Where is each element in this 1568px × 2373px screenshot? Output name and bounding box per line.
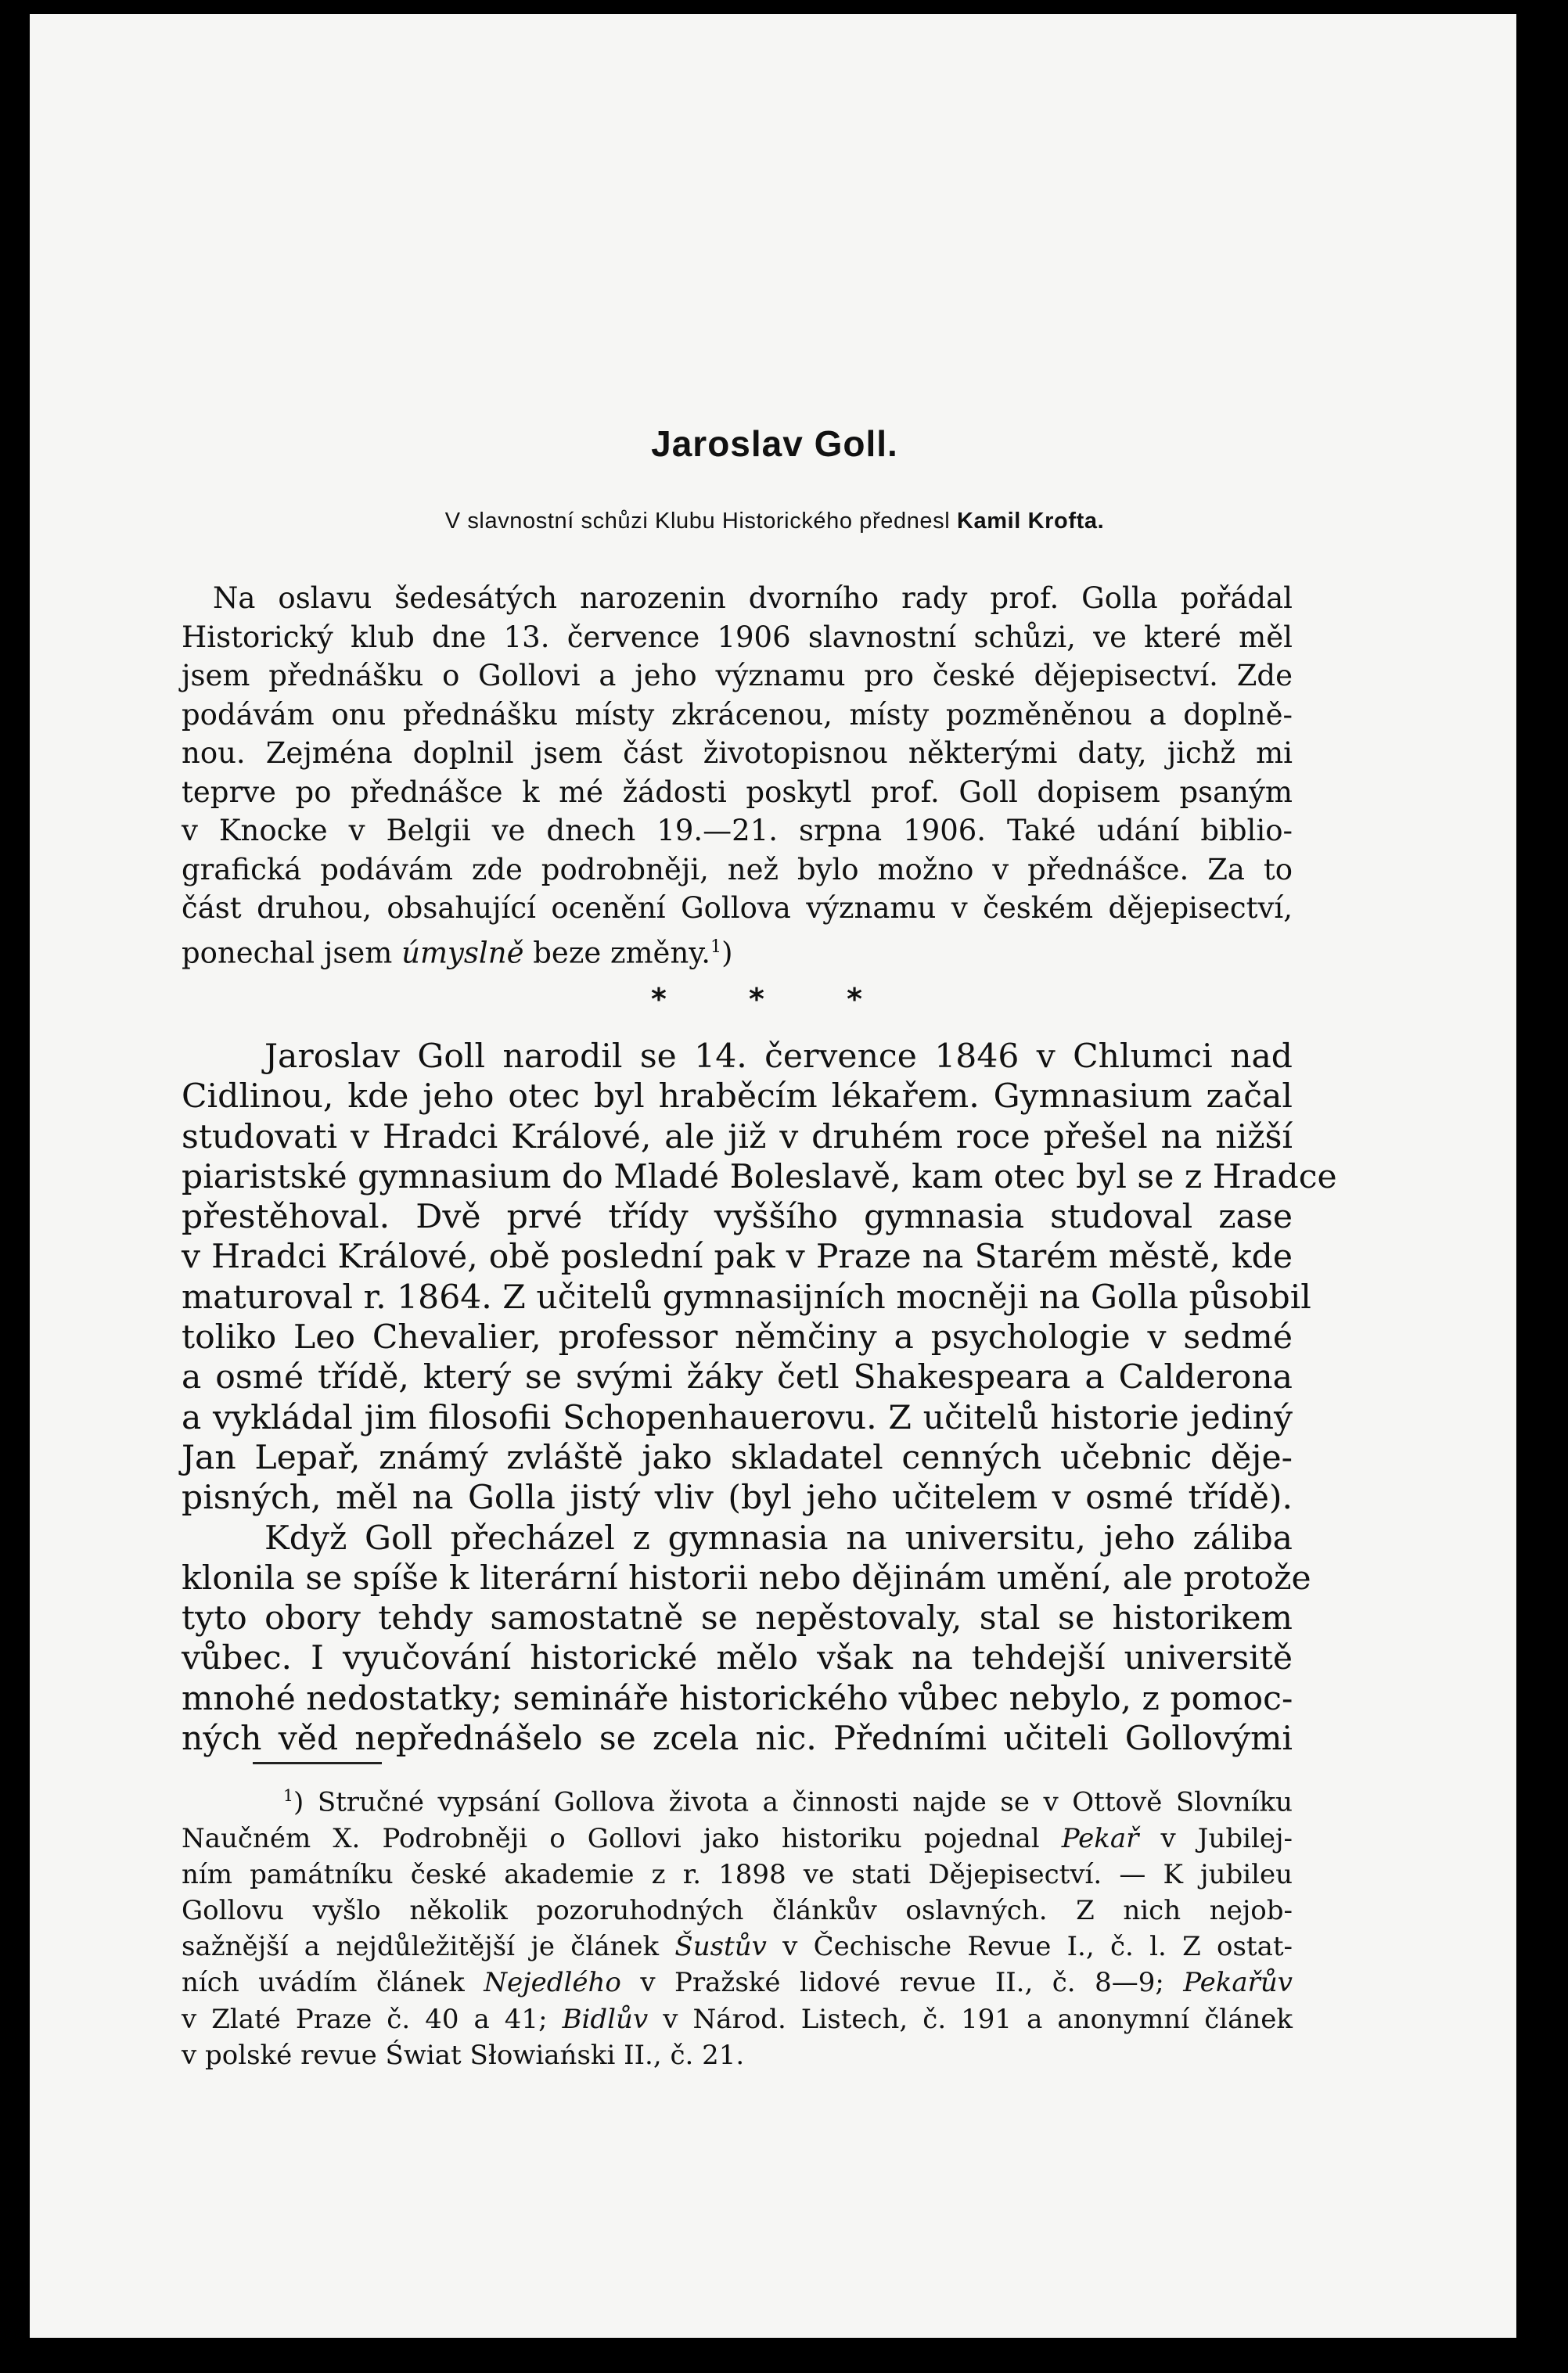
text-fragment: ních uvádím článek <box>182 1967 484 1999</box>
emphasis: Nejedlého <box>484 1967 621 1999</box>
section-separator: * * * <box>650 982 899 1016</box>
text-line: a vykládal jim filosofii Schopenhauerovu. Z učitelů historie jediný <box>182 1398 1293 1437</box>
intro-paragraph <box>182 579 1293 972</box>
text-fragment: v Pražské lidové revue II., č. 8—9; <box>620 1967 1184 1999</box>
text-line: vůbec. I vyučování historické mělo však na tehdejší universitě <box>182 1639 1293 1678</box>
text-line: klonila se spíše k literární historii nebo dějinám umění, ale protože <box>182 1559 1311 1598</box>
footnote-line <box>182 2001 1293 2037</box>
text-line <box>182 928 1293 973</box>
text-line: jsem přednášku o Gollovi a jeho významu pro české dějepisectví. Zde <box>182 659 1293 692</box>
text-fragment: beze změny. <box>523 935 711 969</box>
footnote-line: Gollovu vyšlo několik pozoruhodných článkův oslavných. Z nich nejob- <box>182 1894 1293 1926</box>
text-fragment: Naučném X. Podrobněji o Gollovi jako historiku pojednal <box>182 1822 1062 1854</box>
text-fragment: ) <box>721 935 733 969</box>
text-line: Historický klub dne 13. července 1906 slavnostní schůzi, ve které měl <box>182 620 1293 654</box>
footnote-line <box>182 1821 1293 1857</box>
body-text <box>182 1037 1337 1759</box>
text-line: část druhou, obsahující ocenění Gollova významu v českém dějepisectví, <box>182 891 1293 925</box>
text-line: ných věd nepřednášelo se zcela nic. Předními učiteli Gollovými <box>182 1720 1293 1759</box>
text-line: podávám onu přednášku místy zkrácenou, místy pozměněnou a doplně- <box>182 697 1293 732</box>
text-fragment: ponechal jsem <box>182 935 402 969</box>
text-fragment: v Národ. Listech, č. 191 a anonymní článek <box>648 2003 1293 2035</box>
footnote-mark: 1 <box>283 1786 293 1805</box>
text-line: toliko Leo Chevalier, professor němčiny a psychologie v sedmé <box>182 1318 1293 1357</box>
text-line: Cidlinou, kde jeho otec byl hraběcím lékařem. Gymnasium začal <box>182 1077 1293 1116</box>
footnote-line <box>182 1778 1293 1821</box>
footnote-line: v polské revue Świat Słowiański II., č. 21. <box>182 2039 745 2071</box>
text-line: v Knocke v Belgii ve dnech 19.—21. srpna 1906. Také udání biblio- <box>182 814 1293 847</box>
text-line: Jaroslav Goll narodil se 14. července 1846 v Chlumci nad <box>264 1037 1293 1076</box>
emphasis: Pekařův <box>1183 1967 1293 1999</box>
text-line: grafická podávám zde podrobněji, než bylo možno v přednášce. Za to <box>182 852 1293 886</box>
subtitle <box>0 509 1549 534</box>
text-line: maturoval r. 1864. Z učitelů gymnasijních mocněji na Golla působil <box>182 1278 1311 1317</box>
text-line: pisných, měl na Golla jistý vliv (byl jeho učitelem v osmé třídě). <box>182 1479 1293 1518</box>
page-title: Jaroslav Goll. <box>651 423 898 464</box>
text-fragment: v Čechische Revue I., č. l. Z ostat- <box>766 1931 1293 1963</box>
text-line: v Hradci Králové, obě poslední pak v Praze na Starém městě, kde <box>182 1238 1293 1277</box>
text-fragment: v Jubilej- <box>1138 1822 1293 1854</box>
emphasis: úmyslně <box>401 935 524 969</box>
emphasis: Pekař <box>1061 1822 1139 1854</box>
text-line: Jan Lepař, známý zvláště jako skladatel cenných učebnic děje- <box>182 1438 1293 1477</box>
text-line: mnohé nedostatky; semináře historického vůbec nebylo, z pomoc- <box>182 1679 1293 1718</box>
footnote-line: ním památníku české akademie z r. 1898 ve stati Dějepisectví. — K jubileu <box>182 1858 1293 1890</box>
text-line: teprve po přednášce k mé žádosti poskytl prof. Goll dopisem psaným <box>182 775 1293 809</box>
subtitle-author: Kamil Krofta. <box>956 509 1105 534</box>
footnote <box>182 1778 1293 2073</box>
text-line: Když Goll přecházel z gymnasia na universitu, jeho záliba <box>264 1519 1293 1558</box>
text-line: studovati v Hradci Králové, ale již v druhém roce přešel na nižší <box>182 1117 1293 1156</box>
text-line: přestěhoval. Dvě prvé třídy vyššího gymnasia studoval zase <box>182 1198 1293 1237</box>
text-line: a osmé třídě, který se svými žáky četl Shakespeara a Calderona <box>182 1358 1293 1397</box>
footnote-line <box>182 1929 1293 1965</box>
text-line: piaristské gymnasium do Mladé Boleslavě, kam otec byl se z Hradce <box>182 1157 1337 1196</box>
text-line: Na oslavu šedesátých narozenin dvorního rady prof. Golla pořádal <box>213 581 1293 615</box>
emphasis: Bidlův <box>562 2003 649 2035</box>
text-line: nou. Zejména doplnil jsem část životopisnou některými daty, jichž mi <box>182 736 1293 770</box>
footnote-ref: 1 <box>710 936 722 957</box>
footnote-divider <box>253 1762 382 1764</box>
text-fragment: v Zlaté Praze č. 40 a 41; <box>182 2003 563 2035</box>
text-fragment: ) Stručné vypsání Gollova života a činnosti najde se v Ottově Slovníku <box>293 1786 1293 1818</box>
footnote-line <box>182 1965 1293 2001</box>
text-line: tyto obory tehdy samostatně se nepěstovaly, stal se historikem <box>182 1599 1293 1638</box>
text-fragment: sažnější a nejdůležitější je článek <box>182 1931 675 1963</box>
subtitle-text: V slavnostní schůzi Klubu Historického přednesl <box>444 509 951 534</box>
emphasis: Šustův <box>674 1931 767 1963</box>
